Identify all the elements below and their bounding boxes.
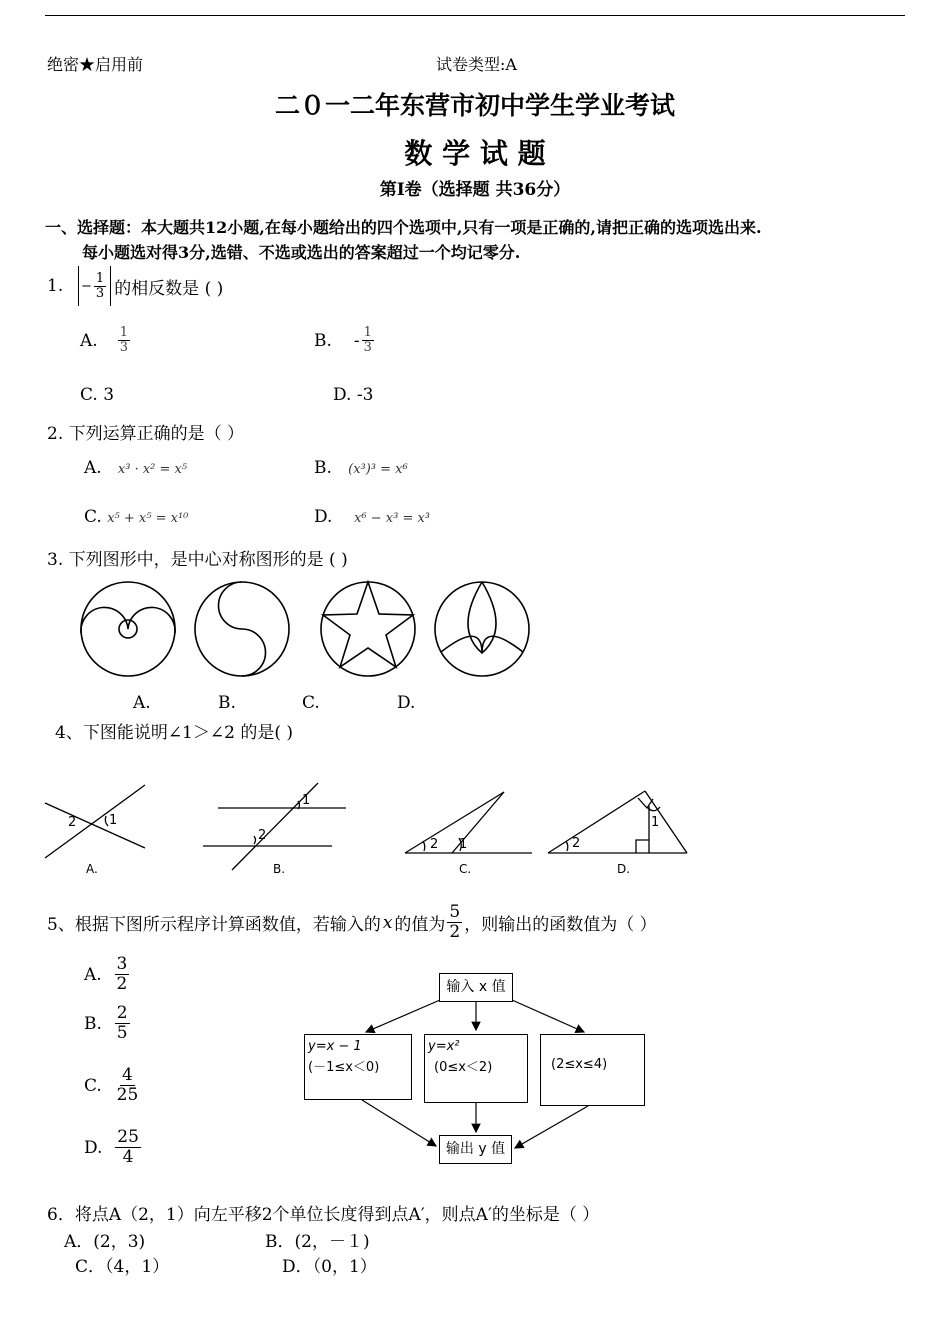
paper-type: 试卷类型:A [436,55,517,74]
q4-label-a[interactable]: A. [86,862,98,876]
q4a-angle2: 2 [68,815,77,830]
q4c-angle1: 1 [459,837,468,852]
part-title: 第Ⅰ卷（选择题 共36分） [379,180,571,200]
q2-option-c[interactable]: C. x⁵ + x⁵ = x¹⁰ [84,507,189,527]
q1-number: 1. [47,276,64,296]
q5-stem: 5、根据下图所示程序计算函数值，若输入的 x 的值为 $\frac{5}{2}$ ，则输出的函数值为（ ） [47,902,657,942]
q1-option-a[interactable]: A. $\frac{1}{3}$ [80,325,128,355]
exam-title: 二０一二年东营市初中学生学业考试 [274,91,675,120]
section-instructions-2: 每小题选对得3分,选错、不选或选出的答案超过一个均记零分. [82,243,521,262]
q6-option-a[interactable]: A．(2，3) [64,1232,146,1252]
q4d-angle1: 1 [651,815,660,830]
q1-option-b[interactable]: B. - $\frac{1}{3}$ [314,325,372,355]
flow-case-3: (2≤x≤4) [540,1034,645,1106]
q5-option-c[interactable]: C. $\frac{4}{25}$ [84,1065,139,1105]
q1-stem: − $\frac{1}{3}$ 的相反数是 ( ) [78,266,223,306]
q6-option-b[interactable]: B．(2，－１) [265,1232,370,1252]
q5-option-a[interactable]: A. $\frac{3}{2}$ [84,954,128,994]
q1-option-d[interactable]: D. -3 [333,385,374,405]
q4a-angle1: 1 [109,813,118,828]
q2-option-b[interactable]: B. (x³)³ = x⁶ [314,458,408,478]
q6-stem: 6．将点A（2，1）向左平移2个单位长度得到点A′，则点A′的坐标是（ ） [47,1205,600,1225]
secret-label: 绝密★启用前 [47,55,144,74]
flow-input-box: 输入 x 值 [439,973,513,1002]
q6-option-d[interactable]: D．（0，1） [282,1257,377,1277]
q2-option-a[interactable]: A. x³ · x² = x⁵ [84,458,188,478]
section-instructions-1: 一、选择题：本大题共12小题,在每小题给出的四个选项中,只有一项是正确的,请把正确的选项选出来. [45,218,762,237]
q4b-angle2: 2 [258,828,267,843]
q5-option-d[interactable]: D. $\frac{25}{4}$ [84,1127,139,1167]
q4d-angle2: 2 [572,836,581,851]
q4-stem: 4、下图能说明∠1＞∠2 的是( ) [55,723,294,743]
q4-label-d[interactable]: D. [617,862,631,876]
q3-label-a[interactable]: A. [133,693,151,713]
q4c-angle2: 2 [430,837,439,852]
q4-label-c[interactable]: C. [459,862,472,876]
q4b-angle1: 1 [302,793,311,808]
q1-abs-value: − $\frac{1}{3}$ [78,266,111,306]
q6-option-c[interactable]: C．（4，1） [75,1257,170,1277]
q3-label-c[interactable]: C. [302,693,320,713]
q2-option-d[interactable]: D. x⁶ − x³ = x³ [314,507,431,527]
flow-case-2: y=x² (0≤x＜2) [424,1034,528,1103]
q4-label-b[interactable]: B. [273,862,286,876]
q1-option-c[interactable]: C. 3 [80,385,115,405]
q2-stem: 2. 下列运算正确的是（ ） [47,424,245,444]
q3-stem: 3. 下列图形中，是中心对称图形的是 ( ) [47,550,348,570]
q5-option-b[interactable]: B. $\frac{2}{5}$ [84,1003,128,1043]
subject-title: 数 学 试 题 [404,137,546,170]
flow-output-box: 输出 y 值 [439,1135,512,1164]
q3-label-d[interactable]: D. [397,693,416,713]
flow-case-1: y=x − 1 (－1≤x＜0) [304,1034,412,1100]
q3-label-b[interactable]: B. [218,693,236,713]
